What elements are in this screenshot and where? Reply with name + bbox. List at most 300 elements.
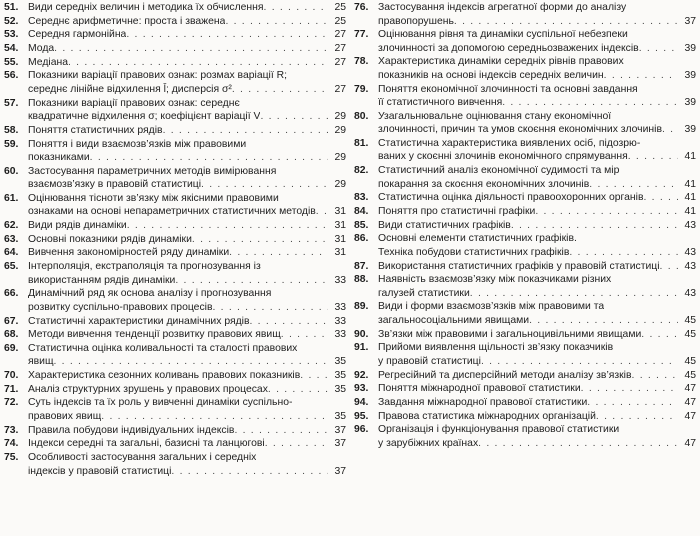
toc-entry-title-line: Статистична оцінка коливальності та сталості правових [28,342,298,354]
toc-entry-page-number: 35 [334,383,346,395]
toc-entry-title-line: Основні елементи статистичних графіків. [378,233,577,245]
toc-entry-page-number: 31 [334,206,346,218]
toc-entry-number: 86. [354,233,369,245]
toc-entry-title-line: Показники варіації правових ознак: розмах варіації R; [28,70,288,82]
leader-dots [569,246,678,260]
toc-entry-page-number: 43 [684,246,696,258]
toc-entry[interactable] [354,232,696,259]
toc-entry-page-number: 29 [334,124,346,136]
toc-entry-title [28,192,346,219]
toc-entry-title [378,328,696,342]
toc-entry-title-line: індексів у правовій статистиці [28,465,172,477]
toc-entry-page-number: 27 [334,56,346,68]
toc-entry-page-number: 41 [684,178,696,190]
toc-entry-title [378,273,696,300]
toc-entry[interactable] [4,424,346,438]
toc-entry-number: 60. [4,165,19,177]
toc-entry-number: 69. [4,342,19,354]
toc-entry-page-number: 27 [334,29,346,41]
toc-entry[interactable] [4,287,346,314]
toc-entry-title [28,138,346,165]
leader-dots [300,369,328,383]
leader-dots [581,382,678,396]
toc-entry-title-line: явищ [28,356,54,368]
toc-entry-title [28,328,346,342]
toc-entry[interactable] [4,69,346,96]
leader-dots [316,205,328,219]
leader-dots [632,369,678,383]
toc-entry-page-number: 31 [334,220,346,232]
leader-dots [54,355,329,369]
toc-entry-title-line: Поняття про статистичні графіки [378,206,536,217]
toc-entry-number: 62. [4,220,19,232]
toc-entry-page-number: 39 [684,69,696,81]
toc-entry-title-line: Інтерполяція, екстраполяція та прогнозування із [28,261,261,273]
toc-entry-page-number: 33 [334,329,346,341]
toc-entry-title-line: використанням рядів динаміки [28,274,176,286]
toc-entry-number: 77. [354,29,369,41]
leader-dots [201,178,328,192]
toc-entry-page-number: 25 [334,15,346,27]
leader-dots [502,96,678,110]
toc-entry-title-line: загальносоціальними явищами [378,314,530,326]
leader-dots [265,437,328,451]
toc-entry-title-line: Характеристика динаміки середніх рівнів правових [378,56,624,68]
toc-entry[interactable] [354,83,696,110]
leader-dots [511,219,678,233]
toc-entry-title-line: Поняття економічної злочинності та основні завдання [378,83,638,95]
toc-entry-title-line: Мода [28,43,55,55]
toc-entry-page-number: 35 [334,370,346,382]
toc-entry-title [378,28,696,55]
toc-entry-page-number: 43 [684,287,696,299]
toc-entry-number: 66. [4,288,19,300]
toc-entry-title-line: середнє лінійне відхилення l̄; дисперсія σ² [28,83,232,95]
toc-entry-number: 53. [4,29,19,41]
leader-dots [260,110,328,124]
toc-entry-number: 75. [4,452,19,463]
toc-entry-title-line: Техніка побудови статистичних графіків [378,246,570,258]
toc-entry-title [28,97,346,124]
toc-entry-number: 79. [354,83,369,95]
toc-entry-title [28,219,346,233]
toc-entry[interactable] [4,383,346,397]
toc-entry-title-line: Статистичний аналіз економічної судимості та мір [378,165,620,177]
toc-entry-page-number: 41 [684,151,696,163]
toc-entry[interactable] [354,273,696,300]
toc-entry-page-number: 47 [684,410,696,422]
toc-column-right [354,1,696,536]
leader-dots [628,150,678,164]
toc-entry-title-line: Правила побудови індивідуальних індексів [28,424,235,436]
toc-entry-title-line: галузей статистики [378,287,470,299]
toc-entry[interactable] [354,396,696,410]
leader-dots [225,15,328,29]
leader-dots [68,56,328,70]
toc-entry[interactable] [354,382,696,396]
toc-entry-title-line: Узагальнювальне оцінювання стану економічної [378,110,612,122]
toc-entry-number: 95. [354,410,369,422]
toc-entry-title [28,424,346,438]
leader-dots [535,205,678,219]
toc-entry[interactable] [4,246,346,260]
leader-dots [268,383,328,397]
toc-entry-page-number: 37 [334,465,346,477]
toc-entry-title [378,382,696,396]
leader-dots [127,219,328,233]
toc-entry-title-line: Індекси середні та загальні, базисні та ланцюгові [28,438,265,450]
toc-entry-page-number: 43 [684,219,696,231]
toc-entry-title [28,396,346,423]
toc-entry-title-line: Правова статистика міжнародних організацій [378,410,596,422]
toc-entry-title [378,219,696,233]
toc-entry-title [378,83,696,110]
toc-entry-number: 78. [354,56,369,68]
toc-entry-title [28,42,346,56]
toc-entry-title-line: взаємозв’язку в правовій статистиці [28,179,202,191]
toc-entry-title [28,287,346,314]
toc-entry-title [28,383,346,397]
toc-entry-title [378,410,696,424]
toc-entry[interactable] [4,192,346,219]
toc-entry-title [378,341,696,368]
toc-entry-page-number: 41 [684,192,696,204]
toc-entry-title-line: Статистичні характеристики динамічних рядів [28,315,250,327]
toc-entry-number: 70. [4,370,19,382]
toc-entry-number: 91. [354,342,369,354]
leader-dots [643,191,678,205]
toc-entry[interactable] [354,55,696,82]
toc-entry-title-line: у зарубіжних країнах [378,437,479,449]
leader-dots [229,246,328,260]
toc-entry-page-number: 39 [684,42,696,54]
toc-entry-number: 93. [354,383,369,395]
toc-entry-number: 72. [4,397,19,409]
toc-entry-title [378,300,696,327]
toc-entry-title [28,260,346,287]
toc-entry-title-line: Види середніх величин і методика їх обчислення [28,2,264,13]
toc-entry-title [378,164,696,191]
toc-entry-number: 59. [4,138,19,150]
toc-entry-title-line: Характеристика сезонних коливань правових показників [28,370,301,382]
toc-entry-number: 87. [354,260,369,272]
toc-entry-number: 55. [4,56,19,68]
toc-entry[interactable] [354,28,696,55]
toc-entry[interactable] [354,328,696,342]
toc-entry-page-number: 29 [334,179,346,191]
toc-entry-title [378,396,696,410]
leader-dots [478,437,678,451]
toc-entry[interactable] [4,369,346,383]
toc-entry[interactable] [354,137,696,164]
toc-entry[interactable] [354,300,696,327]
leader-dots [596,410,678,424]
leader-dots [126,28,328,42]
toc-entry-page-number: 45 [684,328,696,340]
toc-entry-title-line: злочинності за допомогою середньозважених індексів [378,42,639,54]
toc-entry-number: 82. [354,165,369,177]
toc-entry[interactable] [354,205,696,219]
toc-entry[interactable] [4,233,346,247]
toc-entry-page-number: 41 [684,206,696,217]
toc-entry-title [28,369,346,383]
leader-dots [604,69,678,83]
toc-entry[interactable] [4,328,346,342]
toc-entry-number: 64. [4,247,19,259]
toc-entry[interactable] [354,341,696,368]
leader-dots [454,15,678,29]
toc-entry-title-line: Оцінювання рівня та динаміки суспільної небезпеки [378,29,628,41]
leader-dots [101,410,328,424]
toc-entry-number: 85. [354,219,369,231]
toc-entry-title-line: правових явищ [28,410,102,422]
toc-entry[interactable] [4,260,346,287]
toc-entry-page-number: 45 [684,355,696,367]
toc-entry-title-line: Суть індексів та їх роль у вивченні динаміки суспільно- [28,397,293,409]
toc-entry-page-number: 33 [334,315,346,327]
toc-entry-page-number: 45 [684,369,696,381]
leader-dots [175,274,328,288]
toc-entry-page-number: 35 [334,356,346,368]
toc-entry-number: 52. [4,15,19,27]
toc-entry-title [28,1,346,15]
toc-entry-title [28,69,346,96]
toc-entry-title-line: Середня гармонійна [28,29,127,41]
toc-entry-title-line: Використання статистичних графіків у правовій статистиці [378,260,660,272]
toc-entry[interactable] [4,97,346,124]
leader-dots [192,233,328,247]
toc-entry-title-line: Види рядів динаміки [28,220,127,232]
leader-dots [470,287,678,301]
toc-entry-number: 65. [4,261,19,273]
toc-entry-title-line: злочинності, причин та умов скоєння економічних злочинів [378,124,662,136]
leader-dots [232,83,328,97]
toc-entry-title [378,423,696,450]
toc-entry-page-number: 31 [334,247,346,259]
toc-entry[interactable] [4,28,346,42]
toc-entry[interactable] [354,191,696,205]
toc-entry-title-line: її статистичного вивчення [378,97,503,109]
toc-entry-title [28,342,346,369]
toc-entry-title-line: ваних у скоєнні злочинів економічного спрямування [378,151,628,163]
leader-dots [234,424,328,438]
toc-entry-title [28,165,346,192]
toc-entry-title [378,55,696,82]
leader-dots [212,301,328,315]
toc-entry-page-number: 37 [684,15,696,27]
toc-entry-number: 54. [4,43,19,55]
leader-dots [481,355,678,369]
toc-entry-page-number: 47 [684,396,696,408]
toc-entry-title [378,205,696,219]
toc-entry-title-line: квадратичне відхилення σ; коефіцієнт варіації V [28,111,261,123]
toc-entry[interactable] [4,342,346,369]
toc-entry-page-number: 47 [684,383,696,395]
toc-entry-title-line: Зв’язки між правовими і загальноцивільними явищами [378,328,642,340]
toc-entry-title-line: Медіана [28,56,68,68]
toc-entry-title-line: показниками [28,152,90,163]
toc-entry-title-line: покарання за скоєння економічних злочинів [378,178,590,190]
toc-entry-title-line: Статистична характеристика виявлених осіб, підозрю- [378,137,641,149]
leader-dots [281,328,328,342]
toc-entry[interactable] [4,42,346,56]
toc-entry[interactable] [4,219,346,233]
toc-entry-title-line: Застосування параметричних методів вимірювання [28,165,277,177]
toc-entry-title-line: Наявність взаємозв’язку між показчиками різних [378,274,612,286]
toc-entry[interactable] [4,15,346,29]
toc-entry[interactable] [4,56,346,70]
toc-entry-number: 81. [354,137,369,149]
toc-entry[interactable] [354,164,696,191]
toc-entry-title-line: Завдання міжнародної правової статистики [378,396,588,408]
toc-entry-number: 89. [354,301,369,313]
toc-entry-number: 90. [354,328,369,340]
toc-entry-page-number: 29 [334,152,346,163]
toc-entry-title [28,15,346,29]
toc-entry-number: 74. [4,438,19,450]
toc-entry-title [378,191,696,205]
toc-entry-title-line: Аналіз структурних зрушень у правових процесах [28,383,268,395]
toc-entry-number: 76. [354,2,369,13]
toc-entry-number: 58. [4,124,19,136]
toc-entry-number: 80. [354,110,369,122]
toc-entry-title [28,437,346,451]
toc-entry[interactable] [4,315,346,329]
toc-entry-title [28,124,346,138]
toc-entry-number: 83. [354,192,369,204]
toc-entry-title-line: у правовій статистиці [378,355,481,367]
toc-entry-number: 57. [4,97,19,109]
leader-dots [587,396,678,410]
leader-dots [90,151,328,165]
toc-entry-title [378,369,696,383]
toc-entry-number: 61. [4,192,19,204]
toc-entry-title-line: Види статистичних графіків [378,219,511,231]
toc-entry-page-number: 33 [334,274,346,286]
toc-entry-title [378,232,696,259]
leader-dots [54,42,328,56]
toc-entry-number: 92. [354,369,369,381]
toc-entry-page-number: 43 [684,260,696,272]
toc-entry-title-line: Регресійний та дисперсійний методи аналізу зв’язків [378,369,632,381]
toc-entry-title-line: Особливості застосування загальних і середніх [28,452,257,463]
toc-entry-number: 88. [354,274,369,286]
toc-entry-page-number: 33 [334,301,346,313]
toc-entry-title-line: ознаками на основі непараметричних статистичних методів [28,206,316,218]
toc-entry-title [28,451,346,478]
toc-entry-title [28,56,346,70]
toc-entry-title [378,110,696,137]
toc-entry[interactable] [354,369,696,383]
leader-dots [250,315,329,329]
toc-entry-title-line: Поняття і види взаємозв’язків між правовими [28,138,247,150]
toc-entry-title [378,260,696,274]
toc-entry-title [378,1,696,28]
toc-entry-number: 71. [4,383,19,395]
toc-entry-title-line: показників на основі індексів середніх величин [378,69,604,81]
toc-entry-title-line: Показники варіації правових ознак: середнє [28,97,240,109]
toc-entry-page-number: 37 [334,438,346,450]
toc-entry[interactable] [4,124,346,138]
toc-entry-number: 96. [354,424,369,436]
toc-entry-number: 84. [354,206,369,217]
leader-dots [589,178,678,192]
toc-entry-page-number: 27 [334,43,346,55]
toc-entry-title [378,137,696,164]
toc-entry-title-line: Поняття статистичних рядів [28,124,163,136]
toc-entry-number: 51. [4,2,19,13]
toc-entry[interactable] [4,451,346,478]
toc-entry-title-line: розвитку суспільно-правових процесів [28,301,213,313]
toc-entry-title-line: Статистична оцінка діяльності правоохоронних органів [378,192,644,204]
toc-entry-title-line: Поняття міжнародної правової статистики [378,383,581,395]
toc-entry-title-line: Вивчення закономірностей ряду динаміки [28,247,230,259]
toc-entry-title [28,246,346,260]
leader-dots [662,123,678,137]
toc-entry-title-line: Види і форми взаємозв’язків між правовими та [378,301,605,313]
toc-entry[interactable] [354,110,696,137]
toc-entry[interactable] [4,138,346,165]
toc-entry-title-line: Середнє арифметичне: проста і зважена [28,15,226,27]
toc-entry-title [28,28,346,42]
toc-entry[interactable] [4,396,346,423]
toc-entry[interactable] [354,219,696,233]
leader-dots [171,465,328,479]
leader-dots [264,1,328,15]
toc-entry-title-line: Оцінювання тісноти зв’язку між якісними правовими [28,192,279,204]
toc-entry-title-line: Методи вивчення тенденції розвитку правових явищ [28,329,281,341]
leader-dots [641,328,678,342]
toc-entry-page-number: 35 [334,410,346,422]
toc-entry[interactable] [354,1,696,28]
toc-entry-page-number: 37 [334,424,346,436]
toc-entry[interactable] [4,437,346,451]
leader-dots [163,124,328,138]
leader-dots [529,314,678,328]
toc-entry-number: 94. [354,396,369,408]
toc-entry-page-number: 29 [334,111,346,123]
toc-entry-page-number: 25 [334,2,346,13]
toc-entry[interactable] [354,260,696,274]
toc-entry-number: 73. [4,424,19,436]
toc-entry-title-line: Застосування індексів агрегатної форми до аналізу [378,2,627,13]
toc-entry-title-line: Прийоми виявлення щільності зв’язку показчиків [378,342,614,354]
toc-entry-page-number: 45 [684,314,696,326]
toc-entry-title [28,315,346,329]
toc-entry[interactable] [4,165,346,192]
toc-entry[interactable] [354,410,696,424]
toc-entry-number: 63. [4,233,19,245]
toc-entry-title [28,233,346,247]
toc-entry-page-number: 39 [684,97,696,109]
toc-entry-page-number: 31 [334,233,346,245]
toc-column-left [4,1,346,536]
toc-entry-page-number: 47 [684,437,696,449]
toc-entry[interactable] [354,423,696,450]
toc-entry-page-number: 39 [684,124,696,136]
toc-entry-page-number: 27 [334,83,346,95]
toc-entry-title-line: Основні показники рядів динаміки [28,233,192,245]
toc-entry-number: 68. [4,329,19,341]
toc-entry-title-line: Динамічний ряд як основа аналізу і прогнозування [28,288,272,300]
toc-entry[interactable] [4,1,346,15]
leader-dots [660,260,678,274]
toc-entry-title-line: правопорушень [378,15,454,27]
toc-entry-number: 56. [4,70,19,82]
toc-entry-number: 67. [4,315,19,327]
leader-dots [639,42,678,56]
toc-entry-title-line: Організація і функціонування правової статистики [378,424,620,436]
